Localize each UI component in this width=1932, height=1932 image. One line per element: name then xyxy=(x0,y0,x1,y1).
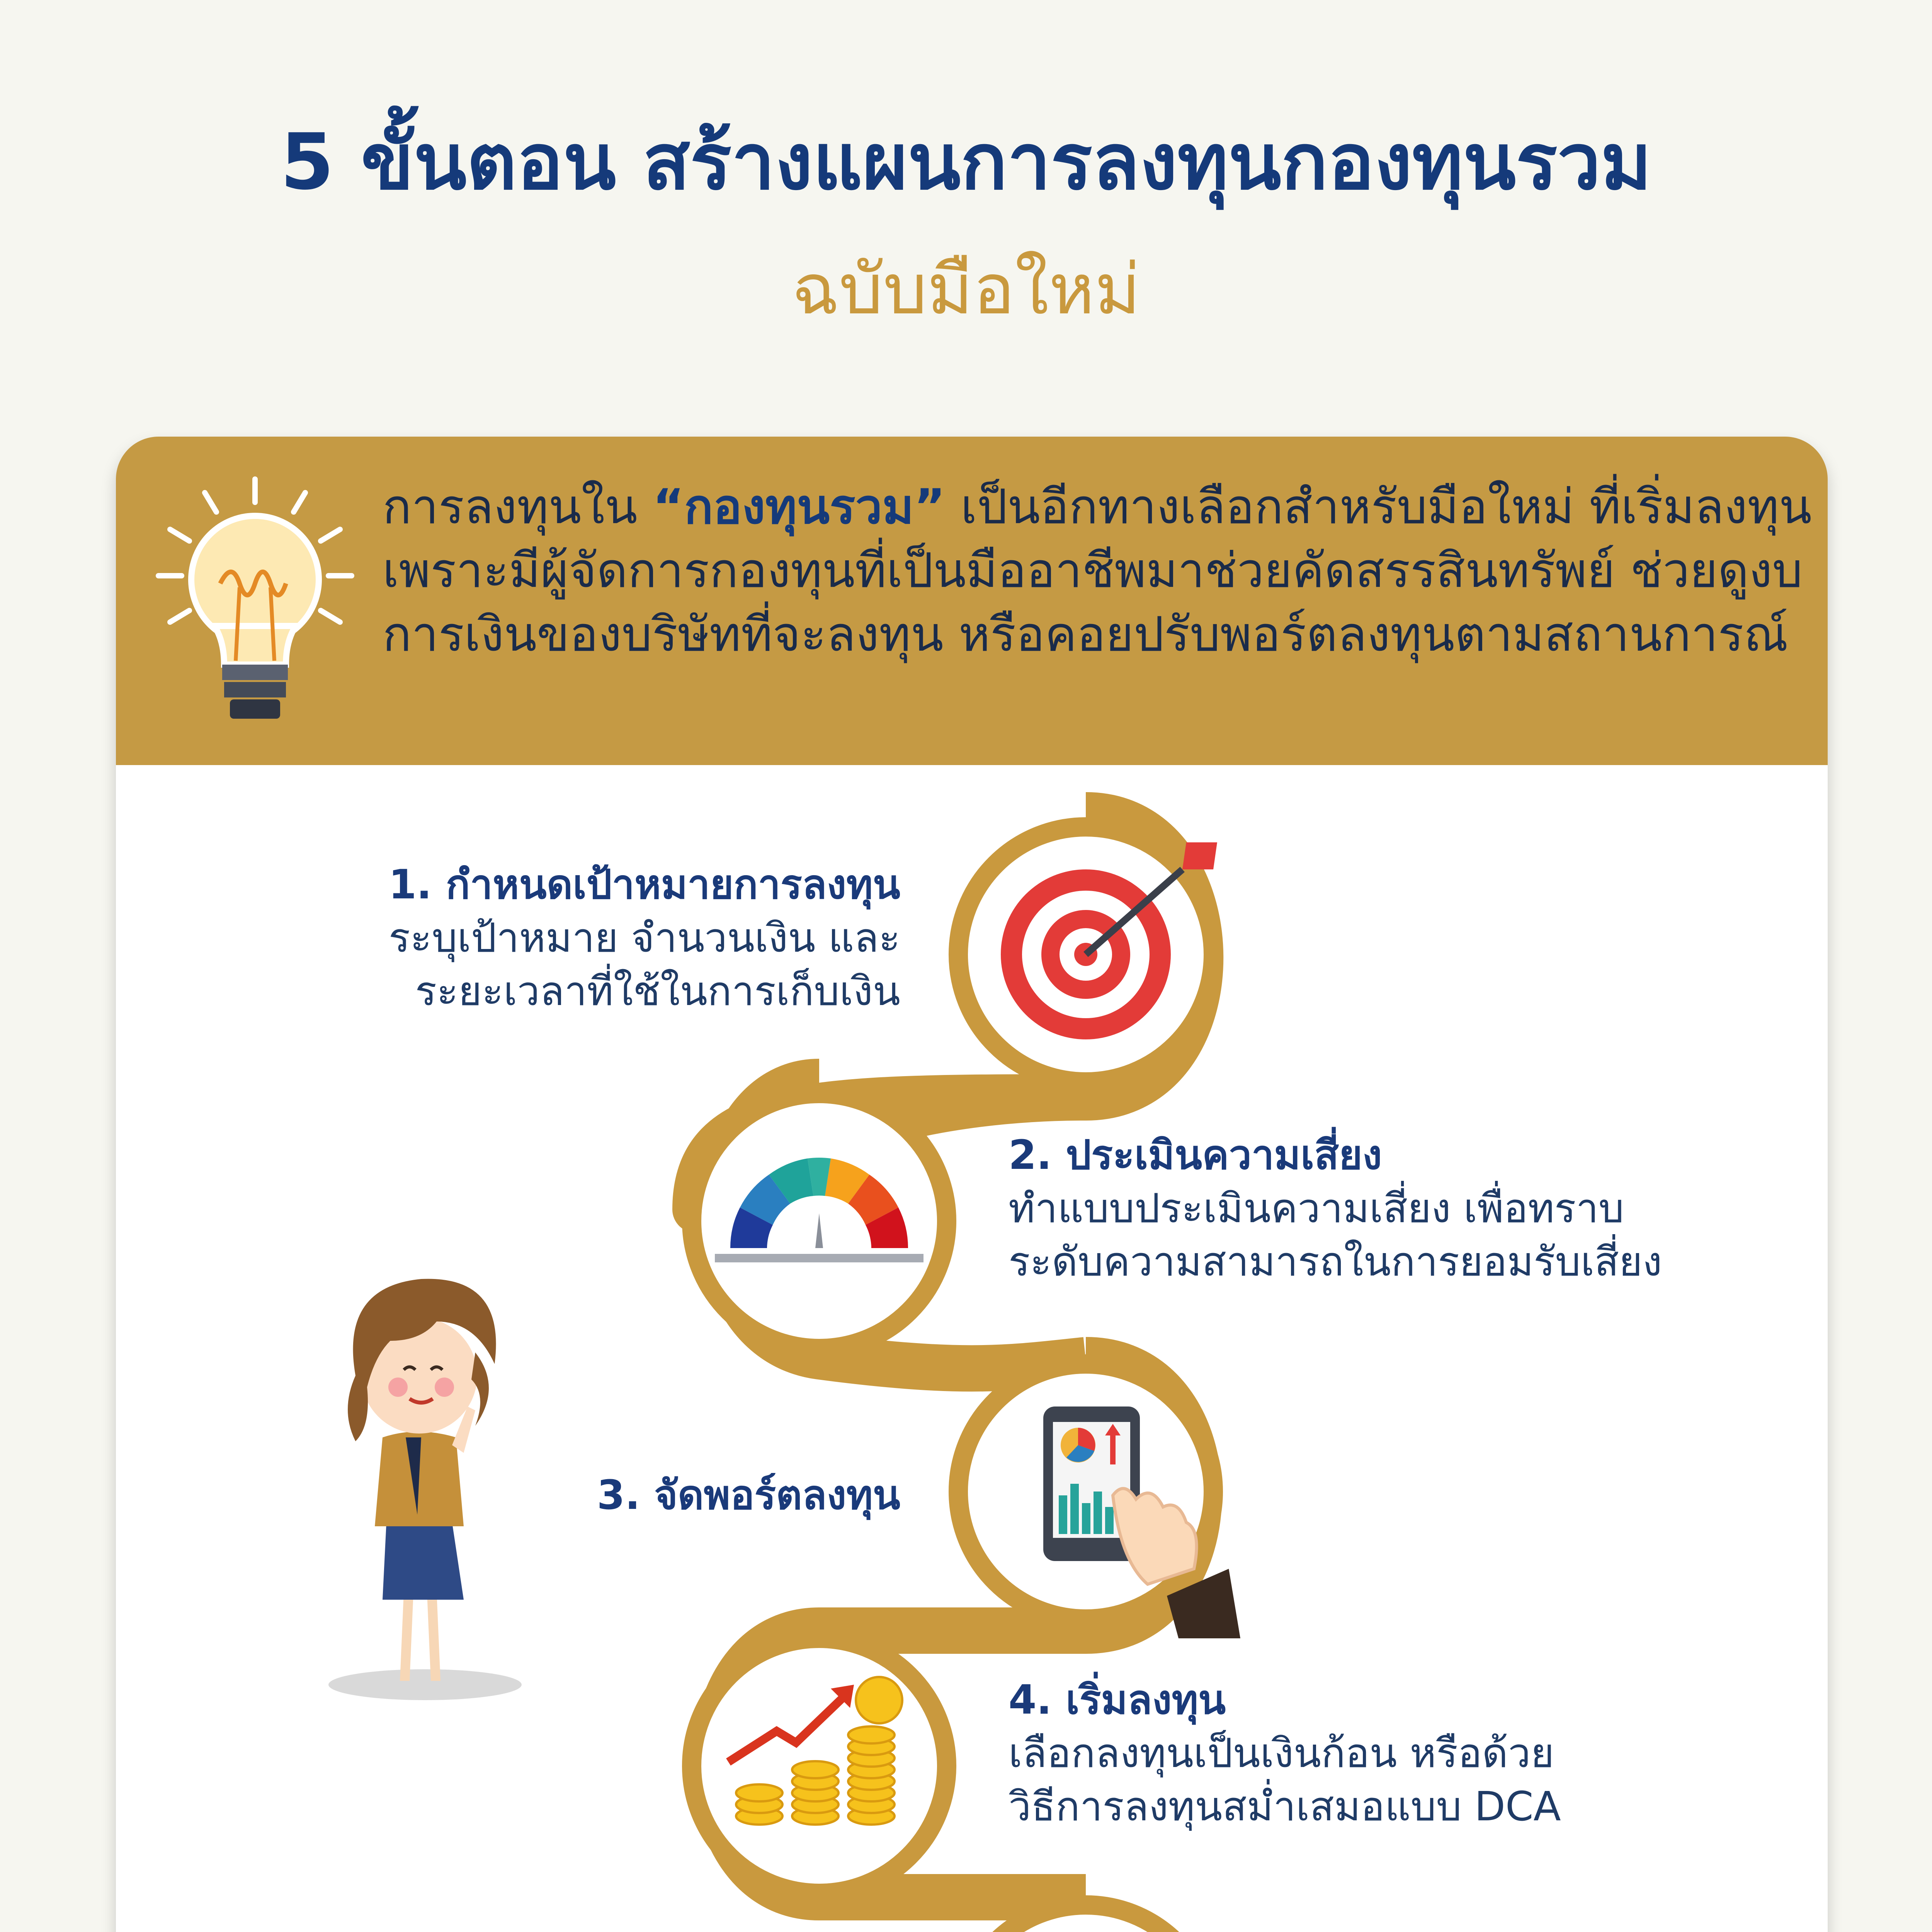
intro-text-part1: การลงทุนใน xyxy=(383,479,653,535)
step-2 xyxy=(1009,1128,1781,1288)
intro-highlight: “กองทุนรวม” xyxy=(653,479,946,535)
step-4 xyxy=(1009,1673,1781,1833)
step-4-desc-line1: เลือกลงทุนเป็นเงินก้อน หรือด้วย xyxy=(1009,1730,1554,1777)
step-1-title: 1. กำหนดเป้าหมายการลงทุน xyxy=(388,861,900,908)
step-1-desc-line2: ระยะเวลาที่ใช้ในการเก็บเงิน xyxy=(415,968,900,1015)
step-3-title: 3. จัดพอร์ตลงทุน xyxy=(597,1471,900,1519)
step-1 xyxy=(270,858,900,1018)
page-title: 5 ขั้นตอน สร้างแผนการลงทุนกองทุนรวม xyxy=(280,117,1652,207)
step-4-title: 4. เริ่มลงทุน xyxy=(1009,1676,1226,1723)
step-2-desc-line2: ระดับความสามารถในการยอมรับเสี่ยง xyxy=(1009,1238,1662,1285)
step-2-title: 2. ประเมินความเสี่ยง xyxy=(1009,1131,1382,1179)
intro-text-part2: เป็นอีกทางเลือกสำหรับมือใหม่ ที่เริ่มลงทุน เพราะมีผู้จัดการกองทุนที่เป็นมืออาชีพมาช่วยคัดสรรสินทรัพย์ ช่วยดูงบการเงินของบริษัทที่จะลงทุน หรือคอยปรับพอร์ตลงทุนตามสถานการณ์ xyxy=(383,479,1812,662)
page-subtitle: ฉบับมือใหม่ xyxy=(791,249,1141,330)
step-1-desc-line1: ระบุเป้าหมาย จำนวนเงิน และ xyxy=(388,914,900,961)
step-4-desc-line2: วิธีการลงทุนสม่ำเสมอแบบ DCA xyxy=(1009,1783,1561,1830)
step-3 xyxy=(502,1468,900,1522)
step-2-desc-line1: ทำแบบประเมินความเสี่ยง เพื่อทราบ xyxy=(1009,1185,1624,1232)
advisor-illustration xyxy=(328,1279,522,1700)
